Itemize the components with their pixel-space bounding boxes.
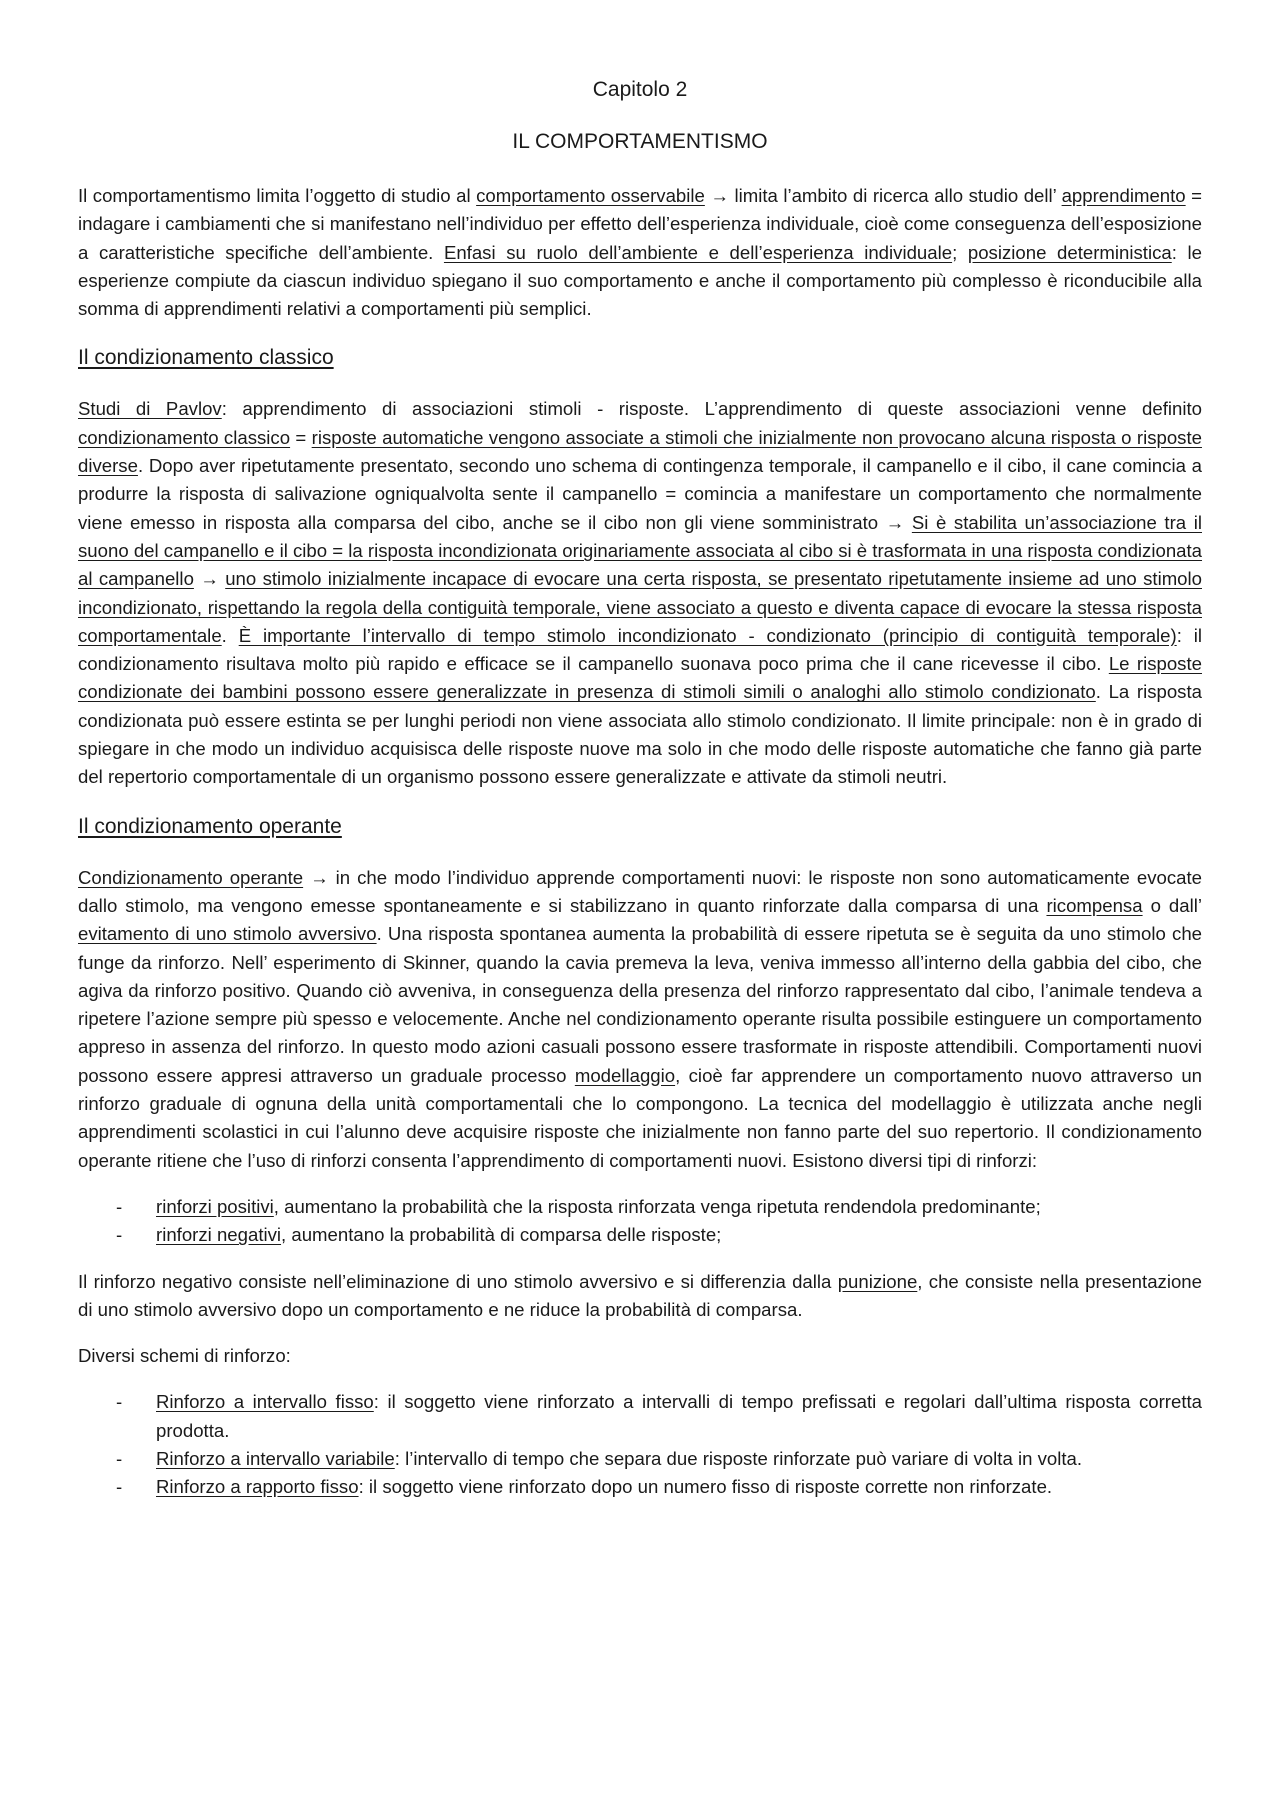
schemi-intro: Diversi schemi di rinforzo: bbox=[78, 1345, 291, 1367]
chapter-label: Capitolo 2 bbox=[592, 78, 688, 101]
rinforzo-negativo-paragraph: Il rinforzo negativo consiste nell’eliminazione di uno stimolo avversivo e si differenzia dalla punizione, che consiste nella presentazione di uno stimolo avversivo dopo un comportamento e ne riduce la probabilità di comparsa. bbox=[78, 1270, 1202, 1320]
list-item: - rinforzi negativi, aumentano la probabilità di comparsa delle risposte; bbox=[116, 1224, 722, 1246]
list-item: - rinforzi positivi, aumentano la probabilità che la risposta rinforzata venga ripetuta rendendola predominante; bbox=[116, 1195, 1041, 1217]
page-title: IL COMPORTAMENTISMO bbox=[512, 130, 768, 153]
list-item: - Rinforzo a rapporto fisso: il soggetto viene rinforzato dopo un numero fisso di risposte corrette non rinforzate. bbox=[116, 1476, 1053, 1498]
list-item: - Rinforzo a intervallo variabile: l’intervallo di tempo che separa due risposte rinforzate può variare di volta in volta. bbox=[116, 1447, 1083, 1469]
classico-paragraph: Studi di Pavlov: apprendimento di associazioni stimoli - risposte. L’apprendimento di queste associazioni venne definito condizionamento classico = risposte automatiche vengono associate a stimoli che inizialmente non provocano alcuna risposta o risposte diverse. Dopo aver ripetutamente presentato, secondo uno schema di contingenza temporale, il campanello e il cibo, il cane comincia a produrre la risposta di salivazione ogniqualvolta sente il campanello = comincia a manifestare un comportamento che normalmente viene emesso in risposta alla comparsa del cibo, anche se il cibo non gli viene somministrato → Si è stabilita un’associazione tra il suono del campanello e il cibo = la risposta incondizionata originariamente associata al cibo si è trasformata in una risposta condizionata al campanello → uno stimolo inizialmente incapace di evocare una certa risposta, se presentato ripetutamente insieme ad uno stimolo incondizionato, rispettando la regola della contiguità temporale, viene associato a questo e diventa capace di evocare la stessa risposta comportamentale. È importante l’intervallo di tempo stimolo incondizionato - condizionato (principio di contiguità temporale): il condizionamento risultava molto più rapido e efficace se il campanello suonava poco prima che il cane ricevesse il cibo. Le risposte condizionate dei bambini possono essere generalizzate in presenza di stimoli simili o analoghi allo stimolo condizionato. La risposta condizionata può essere estinta se per lunghi periodi non viene associata allo stimolo condizionato. Il limite principale: non è in grado di spiegare in che modo un individuo acquisisca delle risposte nuove ma solo in che modo delle risposte automatiche che fanno già parte del repertorio comportamentale di un organismo possono essere generalizzate e attivate da stimoli neutri. bbox=[78, 398, 1203, 788]
rinforzi-list bbox=[78, 1193, 1202, 1250]
document-page bbox=[78, 74, 1202, 1502]
operante-paragraph: Condizionamento operante → in che modo l’individuo apprende comportamenti nuovi: le risposte non sono automaticamente evocate dallo stimolo, ma vengono emesse spontaneamente e si stabilizzano in quanto rinforzate dalla comparsa di una ricompensa o dall’ evitamento di uno stimolo avversivo. Una risposta spontanea aumenta la probabilità di essere ripetuta se è seguita da uno stimolo che funge da rinforzo. Nell’ esperimento di Skinner, quando la cavia premeva la leva, veniva immesso all’interno della gabbia del cibo, che agiva da rinforzo positivo. Quando ciò avveniva, in conseguenza della presenza del rinforzo rappresentato dal cibo, l’animale tendeva a ripetere l’azione sempre più spesso e velocemente. Anche nel condizionamento operante risulta possibile estinguere un comportamento appreso in assenza del rinforzo. In questo modo azioni casuali possono essere trasformate in risposte attendibili. Comportamenti nuovi possono essere appresi attraverso un graduale processo modellaggio, cioè far apprendere un comportamento nuovo attraverso un rinforzo graduale di ognuna della unità comportamentali che lo compongono. La tecnica del modellaggio è utilizzata anche negli apprendimenti scolastici in cui l’alunno deve acquisire risposte che inizialmente non fanno parte del suo repertorio. Il condizionamento operante ritiene che l’uso di rinforzi consenta l’apprendimento di comportamenti nuovi. Esistono diversi tipi di rinforzi: bbox=[78, 866, 1203, 1171]
intro-paragraph: Il comportamentismo limita l’oggetto di studio al comportamento osservabile → limita l’ambito di ricerca allo studio dell’ apprendimento = indagare i cambiamenti che si manifestano nell’individuo per effetto dell’esperienza individuale, cioè come conseguenza dell’esposizione a caratteristiche specifiche dell’ambiente. Enfasi su ruolo dell’ambiente e dell’esperienza individuale; posizione deterministica: le esperienze compiute da ciascun individuo spiegano il suo comportamento e anche il comportamento più complesso è riconducibile alla somma di apprendimenti relativi a comportamenti più semplici. bbox=[78, 185, 1202, 320]
schemi-list bbox=[78, 1388, 1202, 1501]
section-heading-classico: Il condizionamento classico bbox=[78, 346, 334, 370]
section-heading-operante: Il condizionamento operante bbox=[78, 814, 342, 838]
list-item: - Rinforzo a intervallo fisso: il soggetto viene rinforzato a intervalli di tempo prefissati e regolari dall’ultima risposta corretta prodotta. bbox=[116, 1391, 1202, 1441]
